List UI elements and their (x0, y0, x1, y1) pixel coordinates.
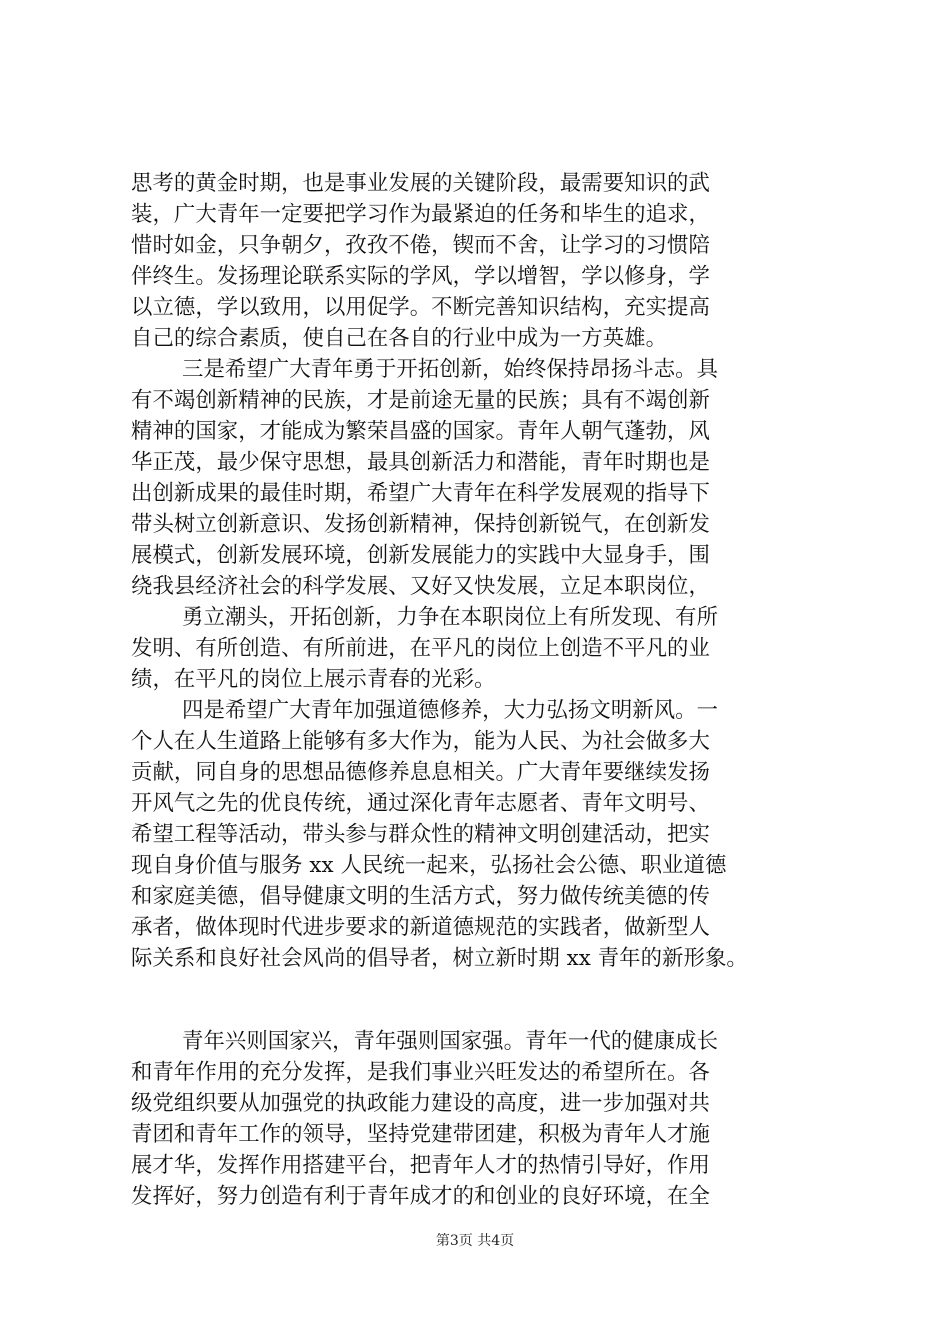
text-line: 三是希望广大青年勇于开拓创新，始终保持昂扬斗志。具 (182, 357, 719, 382)
text-line: 和家庭美德，倡导健康文明的生活方式，努力做传统美德的传 (131, 884, 710, 909)
text-line: 希望工程等活动，带头参与群众性的精神文明创建活动，把实 (131, 822, 710, 847)
text-line: 带头树立创新意识、发扬创新精神，保持创新锐气，在创新发 (131, 512, 710, 537)
text-line: 以立德，学以致用，以用促学。不断完善知识结构，充实提高 (131, 295, 710, 320)
text-line: 级党组织要从加强党的执政能力建设的高度，进一步加强对共 (131, 1091, 710, 1116)
text-line: 个人在人生道路上能够有多大作为，能为人民、为社会做多大 (131, 729, 710, 754)
text-line: 绕我县经济社会的科学发展、又好又快发展，立足本职岗位， (131, 574, 710, 599)
text-line: 思考的黄金时期，也是事业发展的关键阶段，最需要知识的武 (131, 171, 710, 196)
text-line: 装，广大青年一定要把学习作为最紧迫的任务和毕生的追求， (131, 202, 710, 227)
text-line: 开风气之先的优良传统，通过深化青年志愿者、青年文明号、 (131, 791, 710, 816)
text-line: 发明、有所创造、有所前进，在平凡的岗位上创造不平凡的业 (131, 636, 710, 661)
text-line: 展才华，发挥作用搭建平台，把青年人才的热情引导好，作用 (131, 1153, 710, 1178)
text-line: 青团和青年工作的领导，坚持党建带团建，积极为青年人才施 (131, 1122, 710, 1147)
page-number-footer: 第3页 共4页 (435, 1233, 515, 1249)
text-line: 承者，做体现时代进步要求的新道德规范的实践者，做新型人 (131, 915, 710, 940)
text-line: 有不竭创新精神的民族，才是前途无量的民族；具有不竭创新 (131, 388, 710, 413)
text-line: 华正茂，最少保守思想，最具创新活力和潜能，青年时期也是 (131, 450, 710, 475)
text-line: 发挥好，努力创造有利于青年成才的和创业的良好环境，在全 (131, 1184, 710, 1209)
text-line: 勇立潮头，开拓创新，力争在本职岗位上有所发现、有所 (182, 605, 719, 630)
text-line: 惜时如金，只争朝夕，孜孜不倦，锲而不舍，让学习的习惯陪 (131, 233, 710, 258)
paragraph-spacer (131, 974, 831, 1026)
text-line: 伴终生。发扬理论联系实际的学风，学以增智，学以修身，学 (131, 264, 710, 289)
text-line: 展模式，创新发展环境，创新发展能力的实践中大显身手，围 (131, 543, 710, 568)
text-line: 自己的综合素质，使自己在各自的行业中成为一方英雄。 (131, 326, 668, 351)
text-line: 四是希望广大青年加强道德修养，大力弘扬文明新风。一 (182, 698, 719, 723)
text-line: 和青年作用的充分发挥，是我们事业兴旺发达的希望所在。各 (131, 1060, 710, 1085)
text-line: 现自身价值与服务 xx 人民统一起来，弘扬社会公德、职业道德 (131, 853, 727, 878)
document-body (131, 168, 831, 1212)
text-line: 绩，在平凡的岗位上展示青春的光彩。 (131, 667, 496, 692)
text-line: 青年兴则国家兴，青年强则国家强。青年一代的健康成长 (182, 1029, 719, 1054)
text-line: 际关系和良好社会风尚的倡导者，树立新时期 xx 青年的新形象。 (131, 946, 748, 971)
text-line: 出创新成果的最佳时期，希望广大青年在科学发展观的指导下 (131, 481, 710, 506)
text-line: 贡献，同自身的思想品德修养息息相关。广大青年要继续发扬 (131, 760, 710, 785)
text-line: 精神的国家，才能成为繁荣昌盛的国家。青年人朝气蓬勃，风 (131, 419, 710, 444)
